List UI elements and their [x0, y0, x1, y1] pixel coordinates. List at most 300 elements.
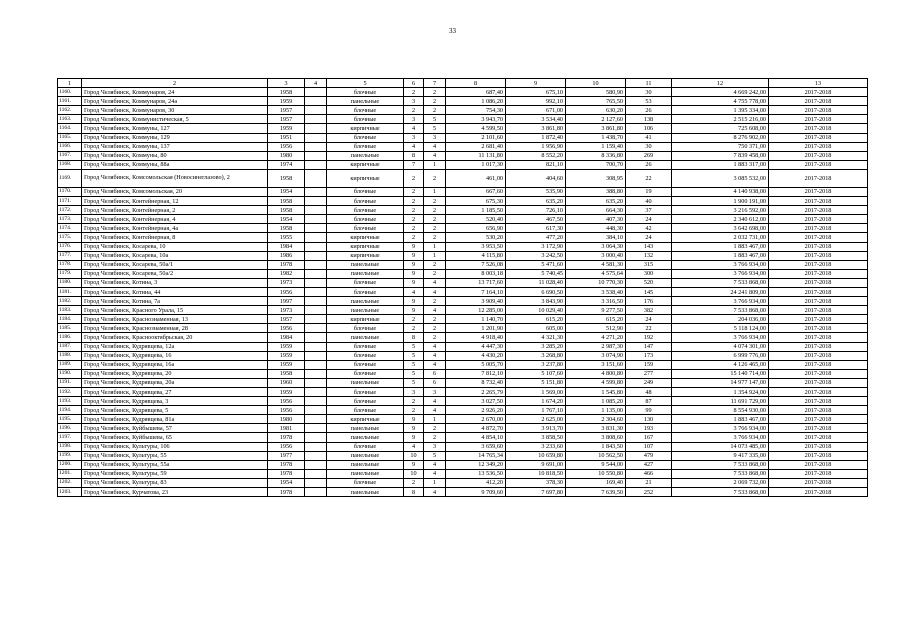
total-area-cell: 2 670,00 — [446, 415, 506, 424]
floors-cell: 9 — [404, 415, 424, 424]
period-cell: 2017-2018 — [769, 388, 868, 397]
period-cell: 2017-2018 — [769, 124, 868, 133]
total-area-cell: 13 717,60 — [446, 278, 506, 287]
column-4-cell — [305, 187, 327, 196]
cost-cell: 3 766 934,00 — [672, 260, 769, 269]
total-area-cell: 12 349,20 — [446, 460, 506, 469]
premises-area-cell: 5 107,60 — [506, 369, 566, 378]
total-area-cell: 8 732,40 — [446, 378, 506, 387]
cost-cell: 11 691 729,00 — [672, 397, 769, 406]
wall-material-cell: блочные — [327, 369, 404, 378]
entrances-cell: 2 — [424, 260, 446, 269]
total-area-cell: 9 709,60 — [446, 488, 506, 497]
residents-count-cell: 466 — [626, 469, 672, 478]
column-4-cell — [305, 151, 327, 160]
residential-area-cell: 3 064,30 — [566, 242, 626, 251]
floors-cell: 5 — [404, 360, 424, 369]
column-4-cell — [305, 206, 327, 215]
table-row — [58, 460, 868, 469]
total-area-cell: 1 185,50 — [446, 206, 506, 215]
residents-count-cell: 24 — [626, 315, 672, 324]
row-number-cell: 1173. — [58, 215, 82, 224]
entrances-cell: 1 — [424, 251, 446, 260]
table-row — [58, 106, 868, 115]
cost-cell: 750 371,00 — [672, 142, 769, 151]
year-cell: 1958 — [268, 369, 305, 378]
floors-cell: 5 — [404, 378, 424, 387]
entrances-cell: 2 — [424, 315, 446, 324]
floors-cell: 9 — [404, 433, 424, 442]
column-4-cell — [305, 260, 327, 269]
row-number-cell: 1167. — [58, 151, 82, 160]
column-4-cell — [305, 133, 327, 142]
column-header: 9 — [506, 79, 566, 88]
residents-count-cell: 19 — [626, 187, 672, 196]
entrances-cell: 4 — [424, 278, 446, 287]
address-cell: Город Челябинск, Кудрявцева, 27 — [82, 388, 268, 397]
residential-area-cell: 4 800,80 — [566, 369, 626, 378]
table-row — [58, 378, 868, 387]
table-row — [58, 242, 868, 251]
table-row — [58, 388, 868, 397]
row-number-cell: 1179. — [58, 269, 82, 278]
address-cell: Город Челябинск, Культуры, 59 — [82, 469, 268, 478]
residents-count-cell: 30 — [626, 88, 672, 97]
period-cell: 2017-2018 — [769, 378, 868, 387]
residents-count-cell: 192 — [626, 333, 672, 342]
premises-area-cell: 467,50 — [506, 215, 566, 224]
residential-area-cell: 9 277,50 — [566, 306, 626, 315]
period-cell: 2017-2018 — [769, 415, 868, 424]
address-cell: Город Челябинск, Кудрявцева, 3 — [82, 397, 268, 406]
table-row — [58, 306, 868, 315]
premises-area-cell: 10 659,80 — [506, 451, 566, 460]
address-cell: Город Челябинск, Кудрявцева, 20а — [82, 378, 268, 387]
residential-area-cell: 10 770,30 — [566, 278, 626, 287]
column-4-cell — [305, 360, 327, 369]
wall-material-cell: панельные — [327, 306, 404, 315]
cost-cell: 15 140 714,00 — [672, 369, 769, 378]
period-cell: 2017-2018 — [769, 451, 868, 460]
table-row — [58, 369, 868, 378]
premises-area-cell: 10 818,50 — [506, 469, 566, 478]
residents-count-cell: 87 — [626, 397, 672, 406]
address-cell: Город Челябинск, Косарева, 50а/1 — [82, 260, 268, 269]
entrances-cell: 2 — [424, 197, 446, 206]
floors-cell: 10 — [404, 451, 424, 460]
period-cell: 2017-2018 — [769, 460, 868, 469]
cost-cell: 5 118 124,00 — [672, 324, 769, 333]
total-area-cell: 656,90 — [446, 224, 506, 233]
residential-area-cell: 700,70 — [566, 160, 626, 169]
cost-cell: 1 883 467,00 — [672, 242, 769, 251]
table-row — [58, 278, 868, 287]
row-number-cell: 1175. — [58, 233, 82, 242]
address-cell: Город Челябинск, Кудрявцева, 16 — [82, 351, 268, 360]
total-area-cell: 1 201,90 — [446, 324, 506, 333]
entrances-cell: 4 — [424, 306, 446, 315]
cost-cell: 2 069 732,00 — [672, 478, 769, 487]
period-cell: 2017-2018 — [769, 351, 868, 360]
period-cell: 2017-2018 — [769, 224, 868, 233]
residents-count-cell: 176 — [626, 297, 672, 306]
wall-material-cell: панельные — [327, 488, 404, 497]
premises-area-cell: 2 625,00 — [506, 415, 566, 424]
total-area-cell: 530,20 — [446, 233, 506, 242]
year-cell: 1957 — [268, 315, 305, 324]
period-cell: 2017-2018 — [769, 242, 868, 251]
total-area-cell: 4 599,50 — [446, 124, 506, 133]
column-4-cell — [305, 397, 327, 406]
wall-material-cell: блочные — [327, 224, 404, 233]
row-number-cell: 1169. — [58, 169, 82, 187]
residents-count-cell: 107 — [626, 442, 672, 451]
column-4-cell — [305, 424, 327, 433]
premises-area-cell: 404,60 — [506, 169, 566, 187]
premises-area-cell: 726,10 — [506, 206, 566, 215]
year-cell: 1951 — [268, 133, 305, 142]
wall-material-cell: блочные — [327, 388, 404, 397]
address-cell: Город Челябинск, Коммунаров, 24 — [82, 88, 268, 97]
wall-material-cell: кирпичные — [327, 251, 404, 260]
period-cell: 2017-2018 — [769, 424, 868, 433]
premises-area-cell: 3 913,70 — [506, 424, 566, 433]
column-4-cell — [305, 324, 327, 333]
residents-count-cell: 106 — [626, 124, 672, 133]
table-row — [58, 233, 868, 242]
residential-area-cell: 512,90 — [566, 324, 626, 333]
row-number-cell: 1178. — [58, 260, 82, 269]
period-cell: 2017-2018 — [769, 187, 868, 196]
column-4-cell — [305, 415, 327, 424]
table-row — [58, 451, 868, 460]
floors-cell: 8 — [404, 151, 424, 160]
floors-cell: 2 — [404, 224, 424, 233]
floors-cell: 9 — [404, 251, 424, 260]
total-area-cell: 4 115,80 — [446, 251, 506, 260]
row-number-cell: 1166. — [58, 142, 82, 151]
entrances-cell: 1 — [424, 160, 446, 169]
cost-cell: 24 241 809,00 — [672, 287, 769, 296]
row-number-cell: 1180. — [58, 278, 82, 287]
table-row — [58, 324, 868, 333]
residents-count-cell: 24 — [626, 233, 672, 242]
entrances-cell: 2 — [424, 169, 446, 187]
cost-cell: 4 140 938,00 — [672, 187, 769, 196]
table-row — [58, 142, 868, 151]
year-cell: 1956 — [268, 406, 305, 415]
address-cell: Город Челябинск, Куйбышева, 65 — [82, 433, 268, 442]
housing-table — [57, 78, 868, 497]
period-cell: 2017-2018 — [769, 160, 868, 169]
cost-cell: 1 883 467,00 — [672, 415, 769, 424]
residential-area-cell: 3 074,90 — [566, 351, 626, 360]
column-4-cell — [305, 106, 327, 115]
address-cell: Город Челябинск, Коммуны, 88а — [82, 160, 268, 169]
column-header: 7 — [424, 79, 446, 88]
residents-count-cell: 26 — [626, 106, 672, 115]
table-row — [58, 160, 868, 169]
year-cell: 1958 — [268, 197, 305, 206]
period-cell: 2017-2018 — [769, 342, 868, 351]
residents-count-cell: 132 — [626, 251, 672, 260]
residential-area-cell: 1 085,20 — [566, 397, 626, 406]
period-cell: 2017-2018 — [769, 360, 868, 369]
column-header: 1 — [58, 79, 82, 88]
total-area-cell: 687,40 — [446, 88, 506, 97]
period-cell: 2017-2018 — [769, 306, 868, 315]
residents-count-cell: 173 — [626, 351, 672, 360]
residents-count-cell: 479 — [626, 451, 672, 460]
address-cell: Город Челябинск, Куйбышева, 57 — [82, 424, 268, 433]
address-cell: Город Челябинск, Кудрявцева, 12а — [82, 342, 268, 351]
row-number-cell: 1161. — [58, 97, 82, 106]
floors-cell: 9 — [404, 424, 424, 433]
total-area-cell: 8 003,18 — [446, 269, 506, 278]
year-cell: 1959 — [268, 124, 305, 133]
address-cell: Город Челябинск, Контейнерная, 12 — [82, 197, 268, 206]
table-row — [58, 351, 868, 360]
year-cell: 1958 — [268, 224, 305, 233]
premises-area-cell: 1 872,40 — [506, 133, 566, 142]
cost-cell: 3 085 532,00 — [672, 169, 769, 187]
floors-cell: 8 — [404, 333, 424, 342]
year-cell: 1959 — [268, 351, 305, 360]
table-row — [58, 360, 868, 369]
table-row — [58, 315, 868, 324]
total-area-cell: 3 953,50 — [446, 242, 506, 251]
residential-area-cell: 4 599,80 — [566, 378, 626, 387]
residential-area-cell: 3 808,60 — [566, 433, 626, 442]
address-cell: Город Челябинск, Коммуны, 127 — [82, 124, 268, 133]
floors-cell: 8 — [404, 488, 424, 497]
entrances-cell: 2 — [424, 97, 446, 106]
residential-area-cell: 3 151,60 — [566, 360, 626, 369]
total-area-cell: 7 526,08 — [446, 260, 506, 269]
cost-cell: 3 766 934,00 — [672, 333, 769, 342]
period-cell: 2017-2018 — [769, 233, 868, 242]
row-number-cell: 1162. — [58, 106, 82, 115]
residential-area-cell: 765,50 — [566, 97, 626, 106]
residential-area-cell: 169,40 — [566, 478, 626, 487]
entrances-cell: 2 — [424, 333, 446, 342]
table-row — [58, 333, 868, 342]
column-4-cell — [305, 442, 327, 451]
residential-area-cell: 9 544,00 — [566, 460, 626, 469]
column-header: 10 — [566, 79, 626, 88]
premises-area-cell: 675,10 — [506, 88, 566, 97]
year-cell: 1954 — [268, 187, 305, 196]
column-4-cell — [305, 406, 327, 415]
residential-area-cell: 4 271,20 — [566, 333, 626, 342]
year-cell: 1978 — [268, 469, 305, 478]
wall-material-cell: панельные — [327, 460, 404, 469]
column-4-cell — [305, 124, 327, 133]
row-number-cell: 1200. — [58, 460, 82, 469]
period-cell: 2017-2018 — [769, 488, 868, 497]
residential-area-cell: 1 159,40 — [566, 142, 626, 151]
column-4-cell — [305, 342, 327, 351]
premises-area-cell: 617,30 — [506, 224, 566, 233]
total-area-cell: 4 447,30 — [446, 342, 506, 351]
residential-area-cell: 1 438,70 — [566, 133, 626, 142]
cost-cell: 7 533 868,00 — [672, 460, 769, 469]
table-row — [58, 469, 868, 478]
entrances-cell: 3 — [424, 442, 446, 451]
wall-material-cell: панельные — [327, 333, 404, 342]
residential-area-cell: 664,30 — [566, 206, 626, 215]
floors-cell: 2 — [404, 233, 424, 242]
premises-area-cell: 11 028,40 — [506, 278, 566, 287]
wall-material-cell: кирпичные — [327, 124, 404, 133]
period-cell: 2017-2018 — [769, 469, 868, 478]
year-cell: 1956 — [268, 442, 305, 451]
residents-count-cell: 40 — [626, 197, 672, 206]
floors-cell: 4 — [404, 142, 424, 151]
row-number-cell: 1174. — [58, 224, 82, 233]
year-cell: 1956 — [268, 324, 305, 333]
entrances-cell: 2 — [424, 215, 446, 224]
table-row — [58, 151, 868, 160]
period-cell: 2017-2018 — [769, 133, 868, 142]
premises-area-cell: 671,00 — [506, 106, 566, 115]
total-area-cell: 7 812,10 — [446, 369, 506, 378]
period-cell: 2017-2018 — [769, 278, 868, 287]
table-row — [58, 260, 868, 269]
floors-cell: 3 — [404, 388, 424, 397]
floors-cell: 2 — [404, 397, 424, 406]
wall-material-cell: панельные — [327, 424, 404, 433]
column-4-cell — [305, 115, 327, 124]
residential-area-cell: 8 336,80 — [566, 151, 626, 160]
column-4-cell — [305, 460, 327, 469]
column-4-cell — [305, 451, 327, 460]
cost-cell: 8 276 902,00 — [672, 133, 769, 142]
cost-cell: 7 533 868,00 — [672, 278, 769, 287]
table-row — [58, 97, 868, 106]
residents-count-cell: 520 — [626, 278, 672, 287]
residents-count-cell: 145 — [626, 287, 672, 296]
column-4-cell — [305, 88, 327, 97]
entrances-cell: 3 — [424, 388, 446, 397]
year-cell: 1986 — [268, 251, 305, 260]
total-area-cell: 1 017,30 — [446, 160, 506, 169]
table-row — [58, 197, 868, 206]
table-row — [58, 406, 868, 415]
wall-material-cell: блочные — [327, 142, 404, 151]
floors-cell: 2 — [404, 406, 424, 415]
table-row — [58, 206, 868, 215]
cost-cell: 1 883 467,00 — [672, 251, 769, 260]
year-cell: 1978 — [268, 488, 305, 497]
entrances-cell: 4 — [424, 406, 446, 415]
address-cell: Город Челябинск, Коммунистическая, 5 — [82, 115, 268, 124]
premises-area-cell: 378,30 — [506, 478, 566, 487]
residential-area-cell: 308,95 — [566, 169, 626, 187]
floors-cell: 3 — [404, 115, 424, 124]
period-cell: 2017-2018 — [769, 151, 868, 160]
premises-area-cell: 6 690,50 — [506, 287, 566, 296]
column-4-cell — [305, 278, 327, 287]
period-cell: 2017-2018 — [769, 369, 868, 378]
total-area-cell: 1 140,70 — [446, 315, 506, 324]
wall-material-cell: блочные — [327, 478, 404, 487]
row-number-cell: 1194. — [58, 406, 82, 415]
residential-area-cell: 615,20 — [566, 315, 626, 324]
wall-material-cell: кирпичные — [327, 242, 404, 251]
entrances-cell: 2 — [424, 433, 446, 442]
wall-material-cell: панельные — [327, 469, 404, 478]
residential-area-cell: 2 987,30 — [566, 342, 626, 351]
year-cell: 1958 — [268, 88, 305, 97]
period-cell: 2017-2018 — [769, 88, 868, 97]
entrances-cell: 3 — [424, 133, 446, 142]
floors-cell: 2 — [404, 106, 424, 115]
row-number-cell: 1183. — [58, 306, 82, 315]
cost-cell: 3 642 698,00 — [672, 224, 769, 233]
table-row — [58, 251, 868, 260]
wall-material-cell: панельные — [327, 97, 404, 106]
total-area-cell: 3 909,40 — [446, 297, 506, 306]
year-cell: 1956 — [268, 287, 305, 296]
entrances-cell: 2 — [424, 106, 446, 115]
total-area-cell: 4 430,20 — [446, 351, 506, 360]
address-cell: Город Челябинск, Коммуны, 129 — [82, 133, 268, 142]
period-cell: 2017-2018 — [769, 287, 868, 296]
wall-material-cell: панельные — [327, 151, 404, 160]
residents-count-cell: 30 — [626, 142, 672, 151]
residents-count-cell: 315 — [626, 260, 672, 269]
year-cell: 1978 — [268, 260, 305, 269]
cost-cell: 3 766 934,00 — [672, 424, 769, 433]
year-cell: 1957 — [268, 106, 305, 115]
entrances-cell: 4 — [424, 397, 446, 406]
premises-area-cell: 992,10 — [506, 97, 566, 106]
premises-area-cell: 3 237,80 — [506, 360, 566, 369]
cost-cell: 3 216 592,00 — [672, 206, 769, 215]
entrances-cell: 1 — [424, 242, 446, 251]
residents-count-cell: 300 — [626, 269, 672, 278]
column-4-cell — [305, 306, 327, 315]
period-cell: 2017-2018 — [769, 324, 868, 333]
entrances-cell: 1 — [424, 478, 446, 487]
row-number-cell: 1185. — [58, 324, 82, 333]
row-number-cell: 1177. — [58, 251, 82, 260]
row-number-cell: 1171. — [58, 197, 82, 206]
total-area-cell: 754,30 — [446, 106, 506, 115]
wall-material-cell: кирпичные — [327, 233, 404, 242]
residents-count-cell: 249 — [626, 378, 672, 387]
page-number: 33 — [449, 27, 456, 35]
residential-area-cell: 4 575,64 — [566, 269, 626, 278]
premises-area-cell: 821,10 — [506, 160, 566, 169]
address-cell: Город Челябинск, Культуры, 106 — [82, 442, 268, 451]
row-number-cell: 1176. — [58, 242, 82, 251]
cost-cell: 3 766 934,00 — [672, 297, 769, 306]
cost-cell: 6 999 776,00 — [672, 351, 769, 360]
year-cell: 1957 — [268, 115, 305, 124]
entrances-cell: 4 — [424, 351, 446, 360]
row-number-cell: 1181. — [58, 287, 82, 296]
residents-count-cell: 41 — [626, 133, 672, 142]
housing-table-container — [57, 78, 867, 497]
column-header: 5 — [327, 79, 404, 88]
year-cell: 1954 — [268, 478, 305, 487]
floors-cell: 3 — [404, 133, 424, 142]
year-cell: 1980 — [268, 415, 305, 424]
floors-cell: 5 — [404, 351, 424, 360]
entrances-cell: 5 — [424, 451, 446, 460]
